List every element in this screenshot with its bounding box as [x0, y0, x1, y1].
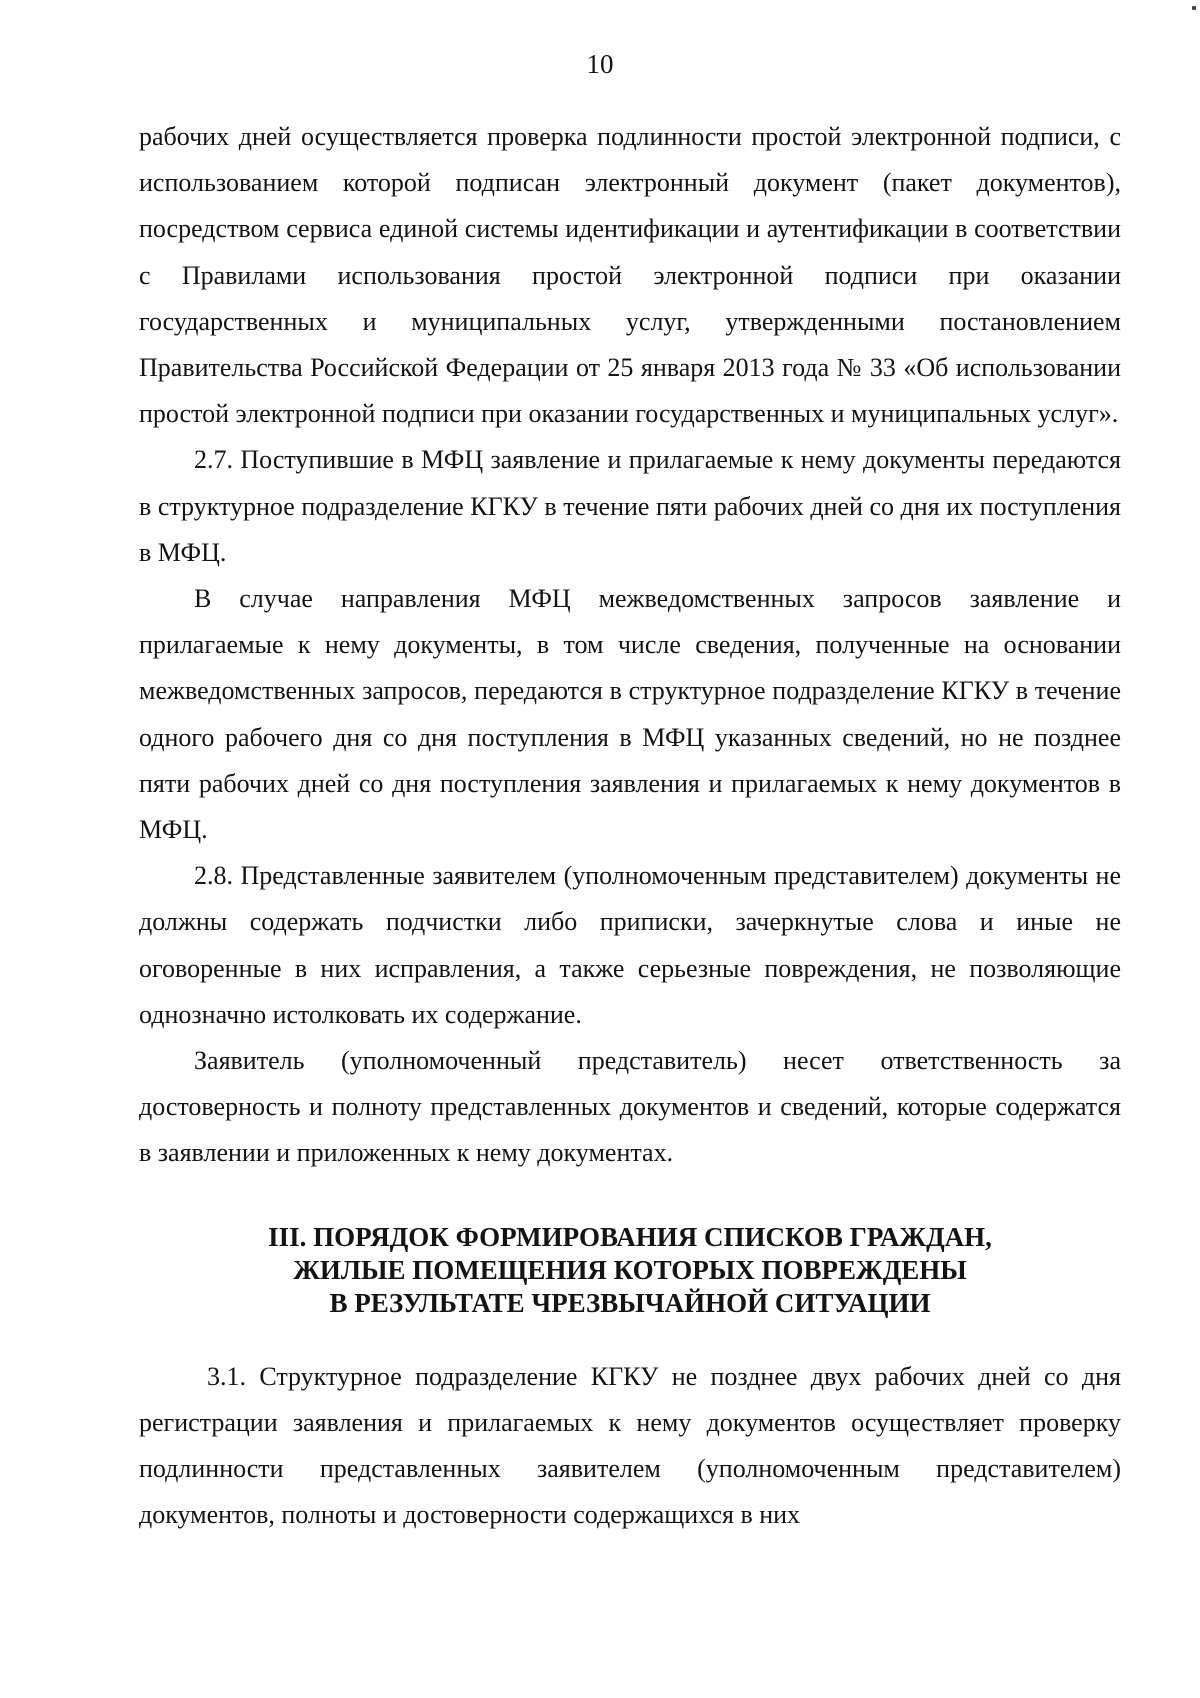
paragraph-interagency-requests: В случае направления МФЦ межведомственных запросов заявление и прилагаемые к нему документы, в том числе сведения, полученные на основании межведомственных запросов, передаются в структурное подразделение КГКУ в течение одного рабочего дня со дня поступления в МФЦ указанных сведений, но не позднее пяти рабочих дней со дня поступления заявления и прилагаемых к нему документов в МФЦ.	[139, 584, 1121, 845]
scan-speck	[1192, 6, 1196, 10]
section-heading-line-2: ЖИЛЫЕ ПОМЕЩЕНИЯ КОТОРЫХ ПОВРЕЖДЕНЫ	[293, 1254, 967, 1285]
page-number: 10	[586, 49, 614, 79]
paragraph-3-1: 3.1. Структурное подразделение КГКУ не позднее двух рабочих дней со дня регистрации заявления и прилагаемых к нему документов осуществляет проверку подлинности представленных заявителем (уполномоченным представителем) документов, полноты и достоверности содержащихся в них	[139, 1361, 1121, 1530]
document-body	[139, 114, 1121, 1538]
paragraph-applicant-responsibility: Заявитель (уполномоченный представитель) несет ответственность за достоверность и полноту представленных документов и сведений, которые содержатся в заявлении и приложенных к нему документах.	[139, 1046, 1121, 1168]
paragraph-continuation: рабочих дней осуществляется проверка подлинности простой электронной подписи, с использованием которой подписан электронный документ (пакет документов), посредством сервиса единой системы идентификации и аутентификации в соответствии с Правилами использования простой электронной подписи при оказании государственных и муниципальных услуг, утвержденными постановлением Правительства Российской Федерации от 25 января 2013 года № 33 «Об использовании простой электронной подписи при оказании государственных и муниципальных услуг».	[139, 122, 1121, 429]
section-heading-line-3: В РЕЗУЛЬТАТЕ ЧРЕЗВЫЧАЙНОЙ СИТУАЦИИ	[329, 1287, 931, 1318]
paragraph-2-8: 2.8. Представленные заявителем (уполномоченным представителем) документы не должны содержать подчистки либо приписки, зачеркнутые слова и иные не оговоренные в них исправления, а также серьезные повреждения, не позволяющие однозначно истолковать их содержание.	[139, 861, 1121, 1029]
paragraph-2-7: 2.7. Поступившие в МФЦ заявление и прилагаемые к нему документы передаются в структурное подразделение КГКУ в течение пяти рабочих дней со дня их поступления в МФЦ.	[139, 445, 1121, 567]
section-heading-line-1: III. ПОРЯДОК ФОРМИРОВАНИЯ СПИСКОВ ГРАЖДАН,	[268, 1221, 992, 1252]
section-heading	[139, 1221, 1121, 1320]
